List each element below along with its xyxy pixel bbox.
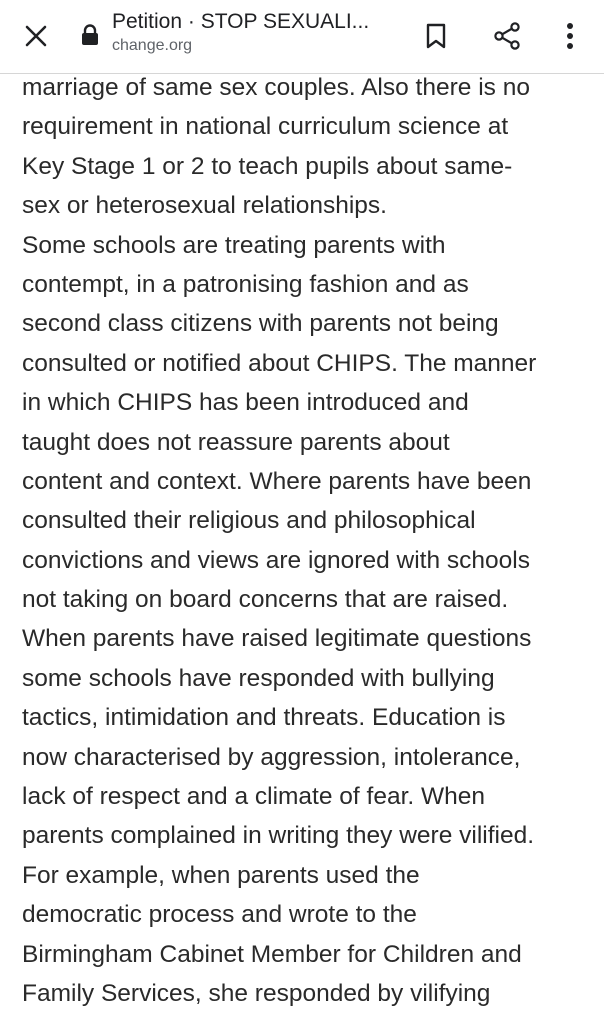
close-icon <box>24 24 48 48</box>
text-line: marriage of same sex couples. Also there is no <box>22 74 530 101</box>
text-line: not taking on board concerns that are raised. <box>22 586 509 614</box>
text-line: consulted or notified about CHIPS. The manner <box>22 349 537 377</box>
text-line: For example, when parents used the <box>22 861 420 889</box>
text-line: in which CHIPS has been introduced and <box>22 389 469 417</box>
text-line: taught does not reassure parents about <box>22 428 450 456</box>
text-line: Key Stage 1 or 2 to teach pupils about same- <box>22 152 513 180</box>
text-line: Family Services, she responded by vilifying <box>22 979 491 1007</box>
page-info[interactable] <box>112 8 402 56</box>
text-line: Birmingham Cabinet Member for Children and <box>22 940 522 968</box>
close-button[interactable] <box>14 14 58 58</box>
page-title: Petition · STOP SEXUALI... <box>112 10 370 33</box>
text-line: convictions and views are ignored with schools <box>22 546 530 574</box>
text-line: democratic process and wrote to the <box>22 901 417 929</box>
more-options-button[interactable] <box>546 12 594 60</box>
text-line: some schools have responded with bullying <box>22 664 495 692</box>
text-line: content and context. Where parents have been <box>22 467 532 495</box>
text-line: contempt, in a patronising fashion and as <box>22 270 469 298</box>
text-line: lack of respect and a climate of fear. When <box>22 783 486 811</box>
text-line: parents complained in writing they were vilified. <box>22 822 535 850</box>
text-line: requirement in national curriculum science at <box>22 113 509 141</box>
browser-toolbar <box>0 0 604 74</box>
text-line: now characterised by aggression, intolerance, <box>22 743 521 771</box>
bookmark-icon <box>424 22 448 50</box>
text-line: When parents have raised legitimate questions <box>22 625 532 653</box>
text-line: consulted their religious and philosophical <box>22 507 476 535</box>
text-line: second class citizens with parents not being <box>22 310 499 338</box>
share-icon <box>492 21 522 51</box>
page-url: change.org <box>112 37 193 54</box>
share-button[interactable] <box>483 12 531 60</box>
text-line: Some schools are treating parents with <box>22 231 446 259</box>
text-line: tactics, intimidation and threats. Education is <box>22 704 506 732</box>
bookmark-button[interactable] <box>412 12 460 60</box>
text-line: sex or heterosexual relationships. <box>22 192 387 220</box>
lock-icon <box>80 24 100 46</box>
petition-text <box>22 68 598 1013</box>
more-vert-icon <box>566 22 574 50</box>
